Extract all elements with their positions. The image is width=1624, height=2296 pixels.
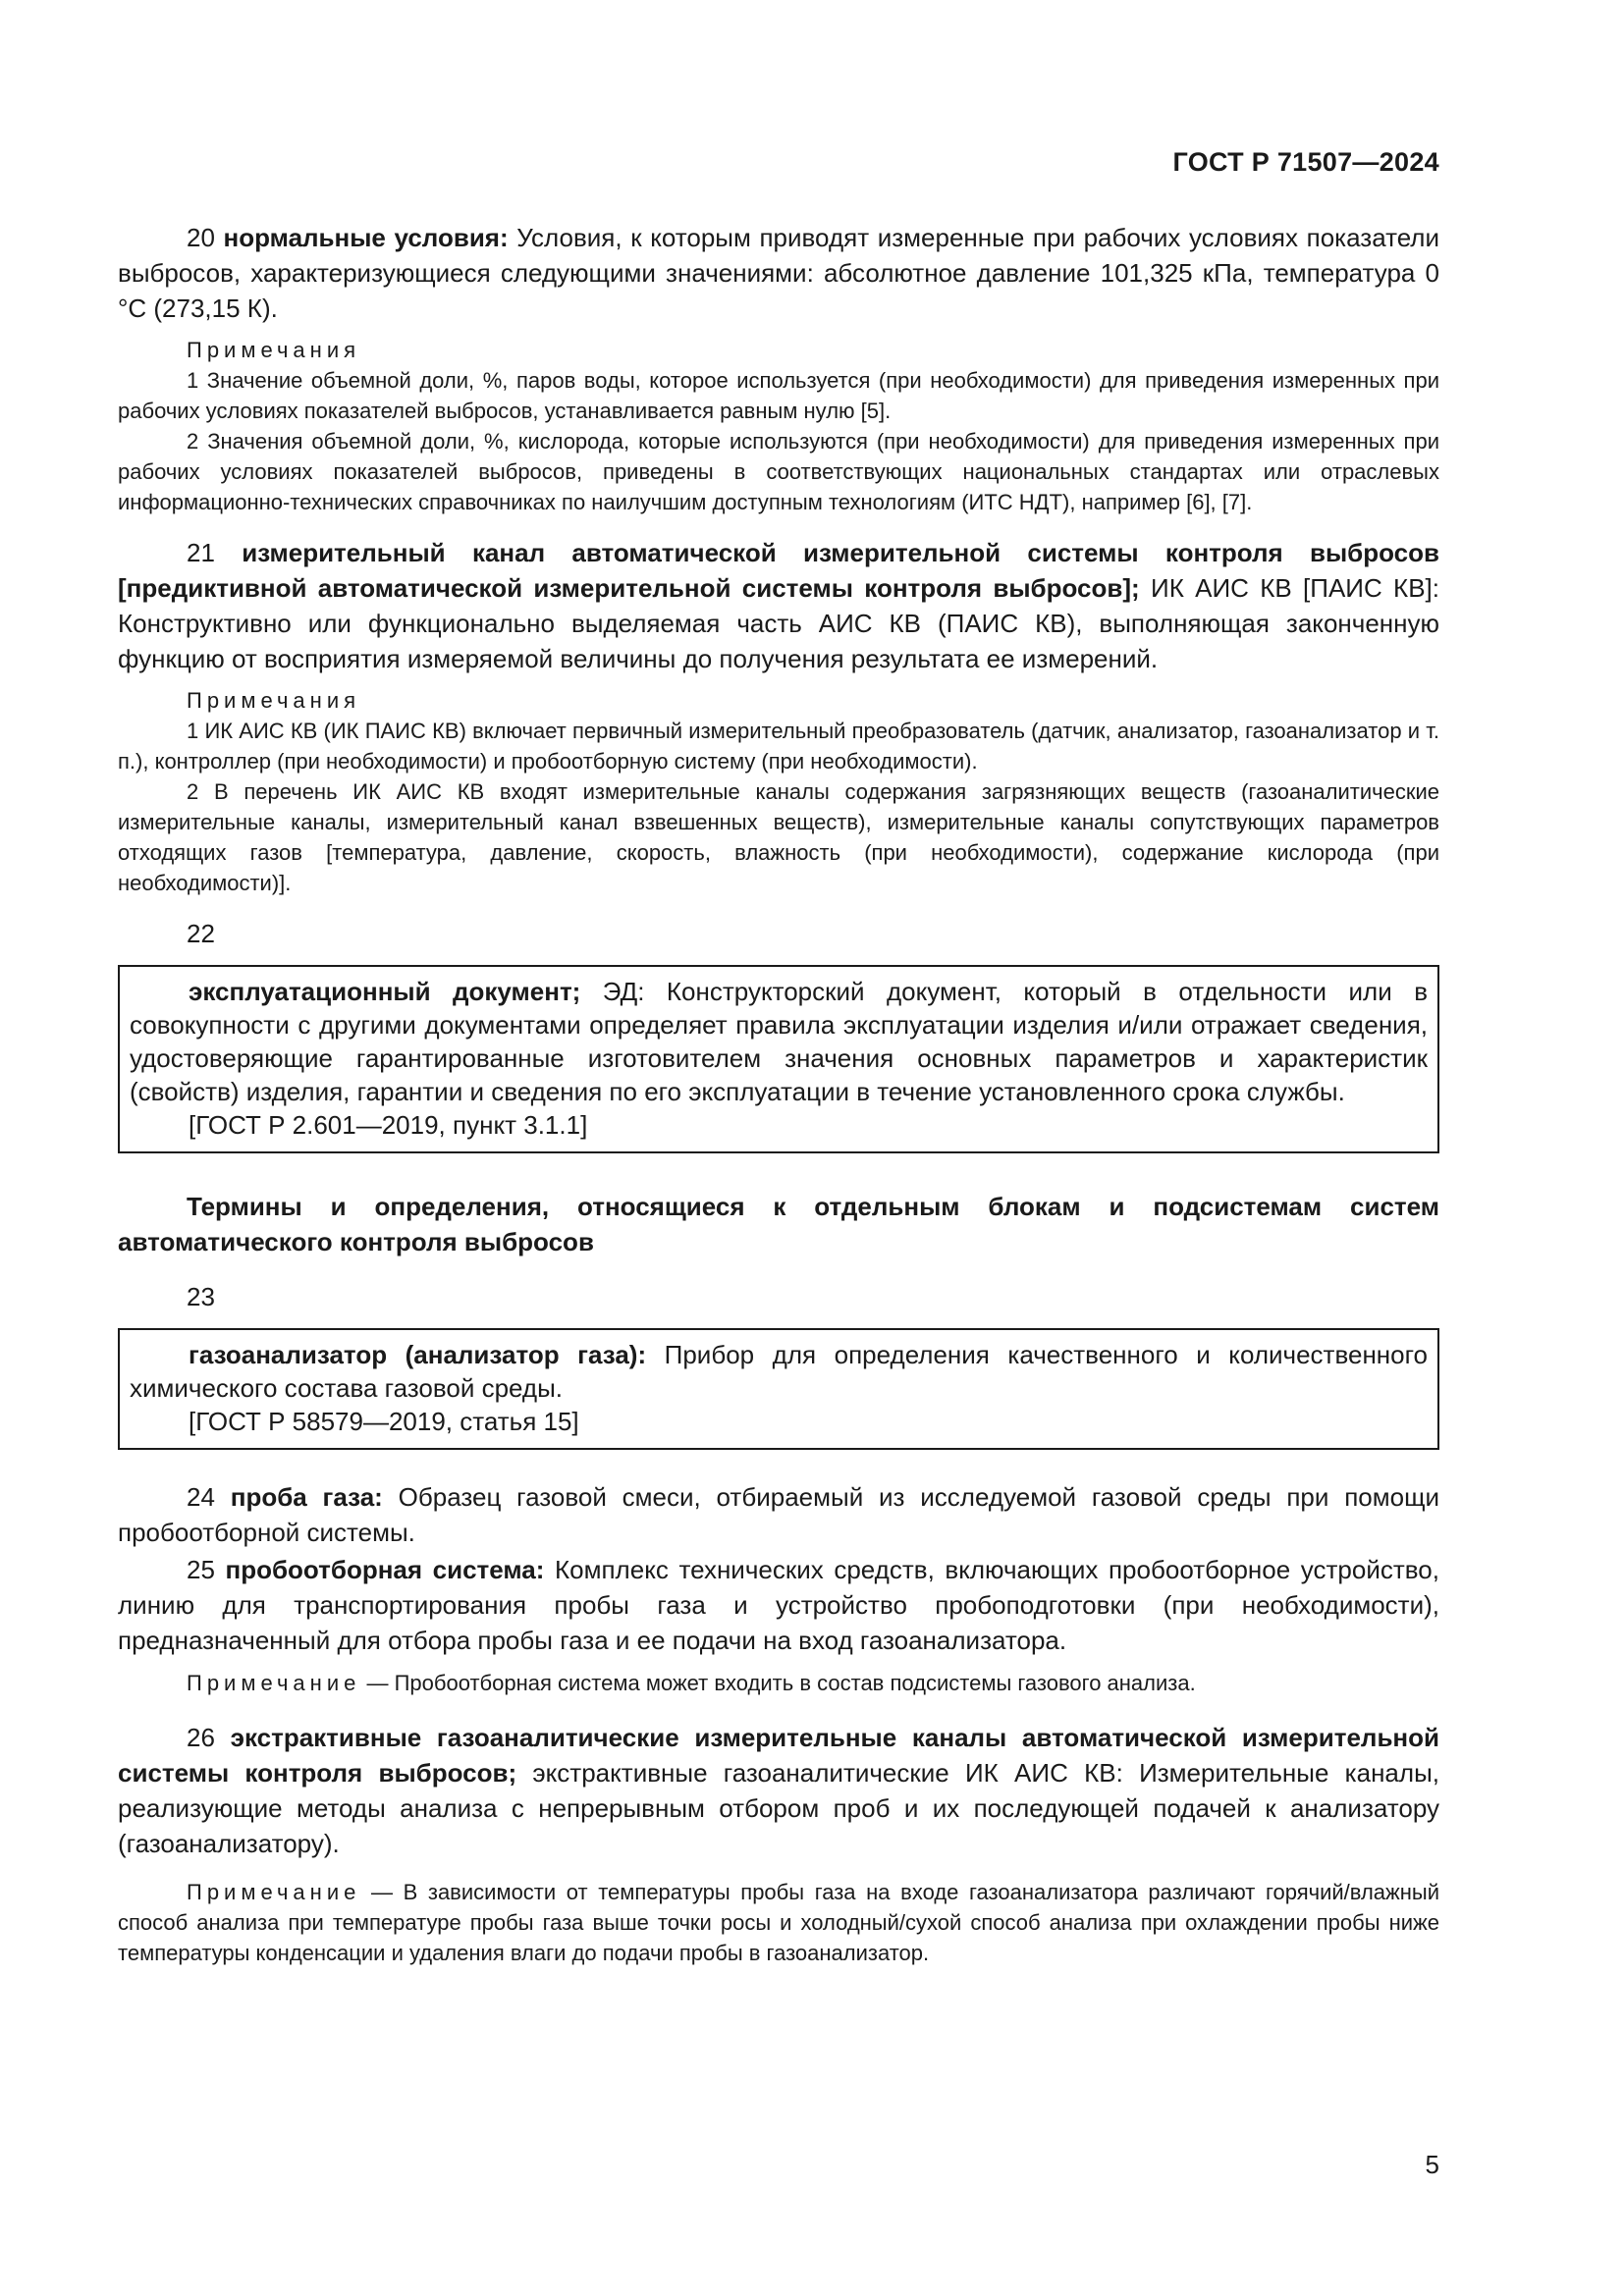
entry-number-22: 22: [187, 919, 215, 948]
entry-number-23: 23: [187, 1282, 215, 1311]
section-title: Термины и определения, относящиеся к отдельным блокам и подсистемам систем автоматического контроля выбросов: [118, 1192, 1439, 1256]
entry-definition: ИК АИС КВ [ПАИС КВ]: Конструктивно или функционально выделяемая часть АИС КВ (ПАИС КВ), выполняющая законченную функцию от восприятия измеряемой величины до получения результата ее измерений.: [118, 573, 1439, 673]
note-item: 2 Значения объемной доли, %, кислорода, которые используются (при необходимости) для приведения измеренных при рабочих условиях показателей выбросов, приведены в соответствующих национальных стандартах или отраслевых информационно-технических справочниках по наилучшим доступным технологиям (ИТС НДТ), например [6], [7].: [118, 429, 1439, 514]
entry-reference: [ГОСТ Р 58579—2019, статья 15]: [189, 1407, 579, 1436]
entry-number: 25: [187, 1555, 215, 1584]
entry-22: [130, 975, 1428, 1108]
entry-term: эксплуатационный документ;: [189, 977, 581, 1006]
entry-23: [130, 1338, 1428, 1405]
note-text: — В зависимости от температуры пробы газа на входе газоанализатора различают горячий/влажный способ анализа при температуре пробы газа выше точки росы и холодный/сухой способ анализа при охлаждении пробы ниже температуры конденсации и удаления влаги до подачи пробы в газоанализатор.: [118, 1880, 1439, 1965]
page-number: 5: [1425, 2150, 1439, 2179]
notes-21: [118, 686, 1439, 898]
note-26: [118, 1877, 1439, 1968]
entry-number: 26: [187, 1723, 215, 1752]
entry-23-box: [118, 1328, 1439, 1450]
entry-21: [118, 535, 1439, 676]
entry-definition: Условия, к которым приводят измеренные при рабочих условиях показатели выбросов, характеризующиеся следующими значениями: абсолютное давление 101,325 кПа, температура 0 °С (273,15 К).: [118, 223, 1439, 323]
entry-term: экстрактивные газоаналитические измерительные каналы автоматической измерительной системы контроля выбросов;: [118, 1723, 1439, 1788]
entry-term: газоанализатор (анализатор газа):: [189, 1340, 647, 1369]
note-25: [118, 1668, 1439, 1698]
entry-20: [118, 220, 1439, 326]
entry-reference: [ГОСТ Р 2.601—2019, пункт 3.1.1]: [189, 1110, 588, 1140]
note-text: — Пробоотборная система может входить в состав подсистемы газового анализа.: [366, 1671, 1196, 1695]
entry-definition: экстрактивные газоаналитические ИК АИС КВ: Измерительные каналы, реализующие методы анализа с непрерывным отбором проб и их последующей подачей к анализатору (газоанализатору).: [118, 1758, 1439, 1858]
entry-definition: ЭД: Конструкторский документ, который в отдельности или в совокупности с другими документами определяет правила эксплуатации изделия и/или отражает сведения, удостоверяющие гарантированные изготовителем значения основных параметров и характеристик (свойств) изделия, гарантии и сведения по его эксплуатации в течение установленного срока службы.: [130, 977, 1429, 1106]
notes-title: Примечания: [187, 338, 361, 362]
document-id: ГОСТ Р 71507—2024: [1172, 147, 1439, 177]
entry-26: [118, 1720, 1439, 1861]
page-content: [118, 220, 1439, 1968]
entry-term: пробоотборная система:: [225, 1555, 545, 1584]
note-label: Примечание: [187, 1671, 361, 1695]
notes-title: Примечания: [187, 688, 361, 713]
entry-term: проба газа:: [230, 1482, 383, 1512]
entry-25: [118, 1552, 1439, 1658]
note-item: 2 В перечень ИК АИС КВ входят измерительные каналы содержания загрязняющих веществ (газоаналитические измерительные каналы, измерительный канал взвешенных веществ), измерительные каналы сопутствующих параметров отходящих газов [температура, давление, скорость, влажность (при необходимости), содержание кислорода (при необходимости)].: [118, 779, 1439, 895]
note-item: 1 ИК АИС КВ (ИК ПАИС КВ) включает первичный измерительный преобразователь (датчик, анализатор, газоанализатор и т. п.), контроллер (при необходимости) и пробоотборную систему (при необходимости).: [118, 719, 1439, 774]
notes-20: [118, 336, 1439, 517]
entry-definition: Комплекс технических средств, включающих пробоотборное устройство, линию для транспортирования пробы газа и устройство пробоподготовки (при необходимости), предназначенный для отбора пробы газа и ее подачи на вход газоанализатора.: [118, 1555, 1439, 1655]
note-item: 1 Значение объемной доли, %, паров воды, которое используется (при необходимости) для приведения измеренных при рабочих условиях показателей выбросов, устанавливается равным нулю [5].: [118, 368, 1439, 423]
entry-24: [118, 1479, 1439, 1550]
entry-number: 21: [187, 538, 215, 567]
note-label: Примечание: [187, 1880, 361, 1904]
entry-term: нормальные условия:: [223, 223, 509, 252]
entry-definition: Образец газовой смеси, отбираемый из исследуемой газовой среды при помощи пробоотборной системы.: [118, 1482, 1439, 1547]
entry-number: 20: [187, 223, 215, 252]
entry-number: 24: [187, 1482, 215, 1512]
entry-term: измерительный канал автоматической измерительной системы контроля выбросов [предиктивной автоматической измерительной системы контроля выбросов];: [118, 538, 1439, 603]
entry-definition: Прибор для определения качественного и количественного химического состава газовой среды.: [130, 1340, 1428, 1403]
entry-22-box: [118, 965, 1439, 1153]
